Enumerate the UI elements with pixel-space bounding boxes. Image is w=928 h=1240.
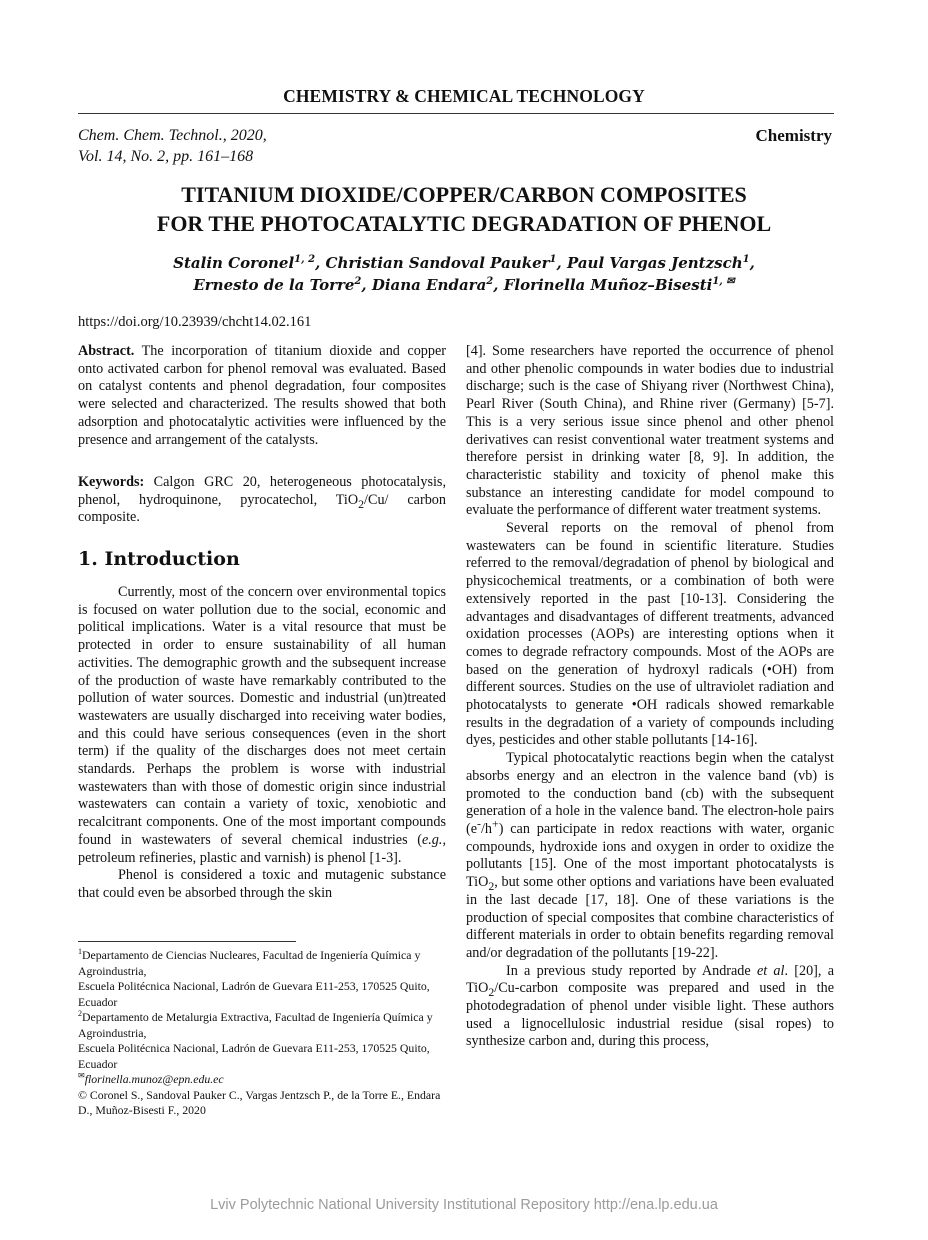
doi-link[interactable]: https://doi.org/10.23939/chcht14.02.161 (78, 314, 312, 330)
introduction-right-body (466, 343, 834, 1051)
author-separator: , (749, 254, 755, 272)
author-separator: , (556, 254, 567, 272)
keywords-text: Calgon GRC 20, heterogeneous photocatalysis, phenol, hydroquinone, pyrocatechol, TiO (78, 474, 446, 508)
affiliation-1: $^1$Departamento de Ciencias Nucleares, Facultad de Ingeniería Química y Agroindustria, (78, 947, 421, 978)
author-affiliation: 1, 2 (294, 254, 316, 265)
author-name: Diana Endara (371, 276, 487, 294)
author-separator: , (361, 276, 372, 294)
section-label: Chemistry (755, 126, 832, 145)
citation-line-2: Vol. 14, No. 2, pp. 161–168 (78, 148, 254, 165)
author-name: Christian Sandoval Pauker (325, 254, 550, 272)
citation-line-1: Chem. Chem. Technol., 2020, (78, 127, 267, 144)
author-separator: , (493, 276, 504, 294)
abstract-label: Abstract. (78, 343, 135, 359)
keywords-label: Keywords: (78, 474, 145, 490)
affiliation-2-address: Escuela Politécnica Nacional, Ladrón de Guevara E11-253, 170525 Quito, Ecuador (78, 1041, 430, 1071)
repository-watermark: Lviv Polytechnic National University Institutional Repository http://ena.lp.edu.ua (210, 1197, 718, 1213)
author-name: Ernesto de la Torre (193, 276, 355, 294)
author-line-2 (0, 274, 928, 296)
introduction-left-body (78, 584, 446, 903)
author-name: Stalin Coronel (173, 254, 295, 272)
author-affiliation: 1 (549, 254, 557, 265)
section-heading-introduction: 1. Introduction (78, 548, 240, 570)
author-list (0, 252, 928, 296)
author-affiliation-with-email-icon: 1, ✉ (712, 276, 735, 287)
footnotes (78, 948, 450, 1119)
affiliation-1-address: Escuela Politécnica Nacional, Ladrón de Guevara E11-253, 170525 Quito, Ecuador (78, 979, 430, 1009)
paragraph: Several reports on the removal of phenol from wastewaters can be found in scientific literature. Studies referred to the removal/degradation of phenol by biological and physicochemical treatments, or a combination of both were extensively reported in the past [10-13]. Considering the advantages and disadvantages of different treatments, advanced oxidation processes (AOPs) are interesting options when it comes to degrade refractory compounds. Most of the AOPs are based on the generation of hydroxyl radicals (•OH) from different sources. Studies on the use of ultraviolet radiation and photocatalysts to generate •OH radicals showed remarkable results in the degradation of a variety of compounds including dyes, pesticides and other stable pollutants [14-16]. (466, 520, 834, 749)
author-name: Florinella Muñoz–Bisesti (503, 276, 713, 294)
title-line-2: FOR THE PHOTOCATALYTIC DEGRADATION OF PHENOL (156, 211, 772, 236)
author-separator: , (315, 254, 326, 272)
author-line-1 (0, 252, 928, 274)
title-line-1: TITANIUM DIOXIDE/COPPER/CARBON COMPOSITES (181, 182, 747, 207)
journal-citation (78, 125, 267, 167)
abstract-text: The incorporation of titanium dioxide and copper onto activated carbon for phenol removal was evaluated. Based on catalyst contents and phenol degradation, four composites were selected and characterized. The results showed that both adsorption and photocatalytic activities were influenced by the presence and arrangement of the catalysts. (78, 343, 447, 448)
abstract (78, 343, 446, 449)
copyright-notice: © Coronel S., Sandoval Pauker C., Vargas Jentzsch P., de la Torre E., Endara D., Muñoz-Bisesti F., 2020 (78, 1087, 441, 1117)
author-affiliation: 1 (742, 254, 750, 265)
paragraph: In a previous study reported by Andrade et al. [20], a TiO$_2$/Cu-carbon composite was prepared and used in the photodegradation of phenol under visible light. These authors used a lignocellulosic industrial residue (sisal ropes) to synthesize carbon and, during this process, (466, 962, 834, 1050)
author-name: Paul Vargas Jentzsch (566, 254, 743, 272)
footnote-divider (78, 941, 296, 942)
journal-header: CHEMISTRY & CHEMICAL TECHNOLOGY (283, 86, 645, 106)
envelope-icon: ✉ (78, 1071, 85, 1081)
author-affiliation: 2 (354, 276, 362, 287)
article-title (0, 180, 928, 238)
keywords (78, 474, 446, 527)
paragraph: Typical photocatalytic reactions begin when the catalyst absorbs energy and an electron in the valence band (vb) is promoted to the conduction band (cb) with the subsequent generation of a hole in the valence band. The electron-hole pairs (e-/h+) can participate in redox reactions with water, organic compounds, hydroxide ions and oxygen in order to oxidize the pollutants [15]. One of the most important photocatalysts is TiO$_2$, but some other options and variations have been evaluated in the last decade [17, 18]. One of these variations is the production of special composites that combine characteristics of different materials in order to obtain benefits regarding removal and/or degradation of the pollutants [19-22]. (466, 750, 834, 961)
corresponding-email[interactable]: ✉florinella.munoz@epn.edu.ec (78, 1071, 224, 1086)
affiliation-2: $^2$Departamento de Metalurgia Extractiva, Facultad de Ingeniería Química y Agroindustria, (78, 1009, 433, 1040)
header-divider (78, 113, 834, 114)
paragraph: [4]. Some researchers have reported the occurrence of phenol and other phenolic compounds in water bodies due to industrial discharge; such is the case of Shiyang river (Northwest China), Pearl River (South China), and Rhine river (Germany) [5-7]. This is a very serious issue since phenol and other phenol derivatives can resist conventional water treatment systems and therefore persist in drinking water [8, 9]. In addition, the characteristic stability and toxicity of phenol make this substance an interesting candidate for model compound to evaluate the performance of different water treatment systems. (466, 343, 834, 519)
keywords-text-end: /Cu/ carbon composite. (78, 491, 446, 526)
author-affiliation: 2 (486, 276, 494, 287)
paragraph: Currently, most of the concern over environmental topics is focused on water pollution due to the social, economic and political implications. Water is a vital resource that must be protected in order to ensure sustainability of all human activities. The demographic growth and the subsequent increase of the production of waste have remarkably contributed to the pollution of water sources. Domestic and industrial (un)treated wastewaters are usually discharged into receiving water bodies, and this could have serious consequences (even in the short term) if the quality of the discharges does not meet certain standards. Perhaps the problem is worse with industrial wastewaters than with those of domestic origin since industrial wastewaters can contain a variety of toxic, xenobiotic and recalcitrant components. One of the most important compounds found in wastewaters of several chemical industries (e.g., petroleum refineries, plastic and varnish) is phenol [1-3]. (78, 584, 446, 866)
paragraph: Phenol is considered a toxic and mutagenic substance that could even be absorbed through the skin (78, 867, 446, 901)
keywords-subscript: 2 (358, 496, 365, 511)
